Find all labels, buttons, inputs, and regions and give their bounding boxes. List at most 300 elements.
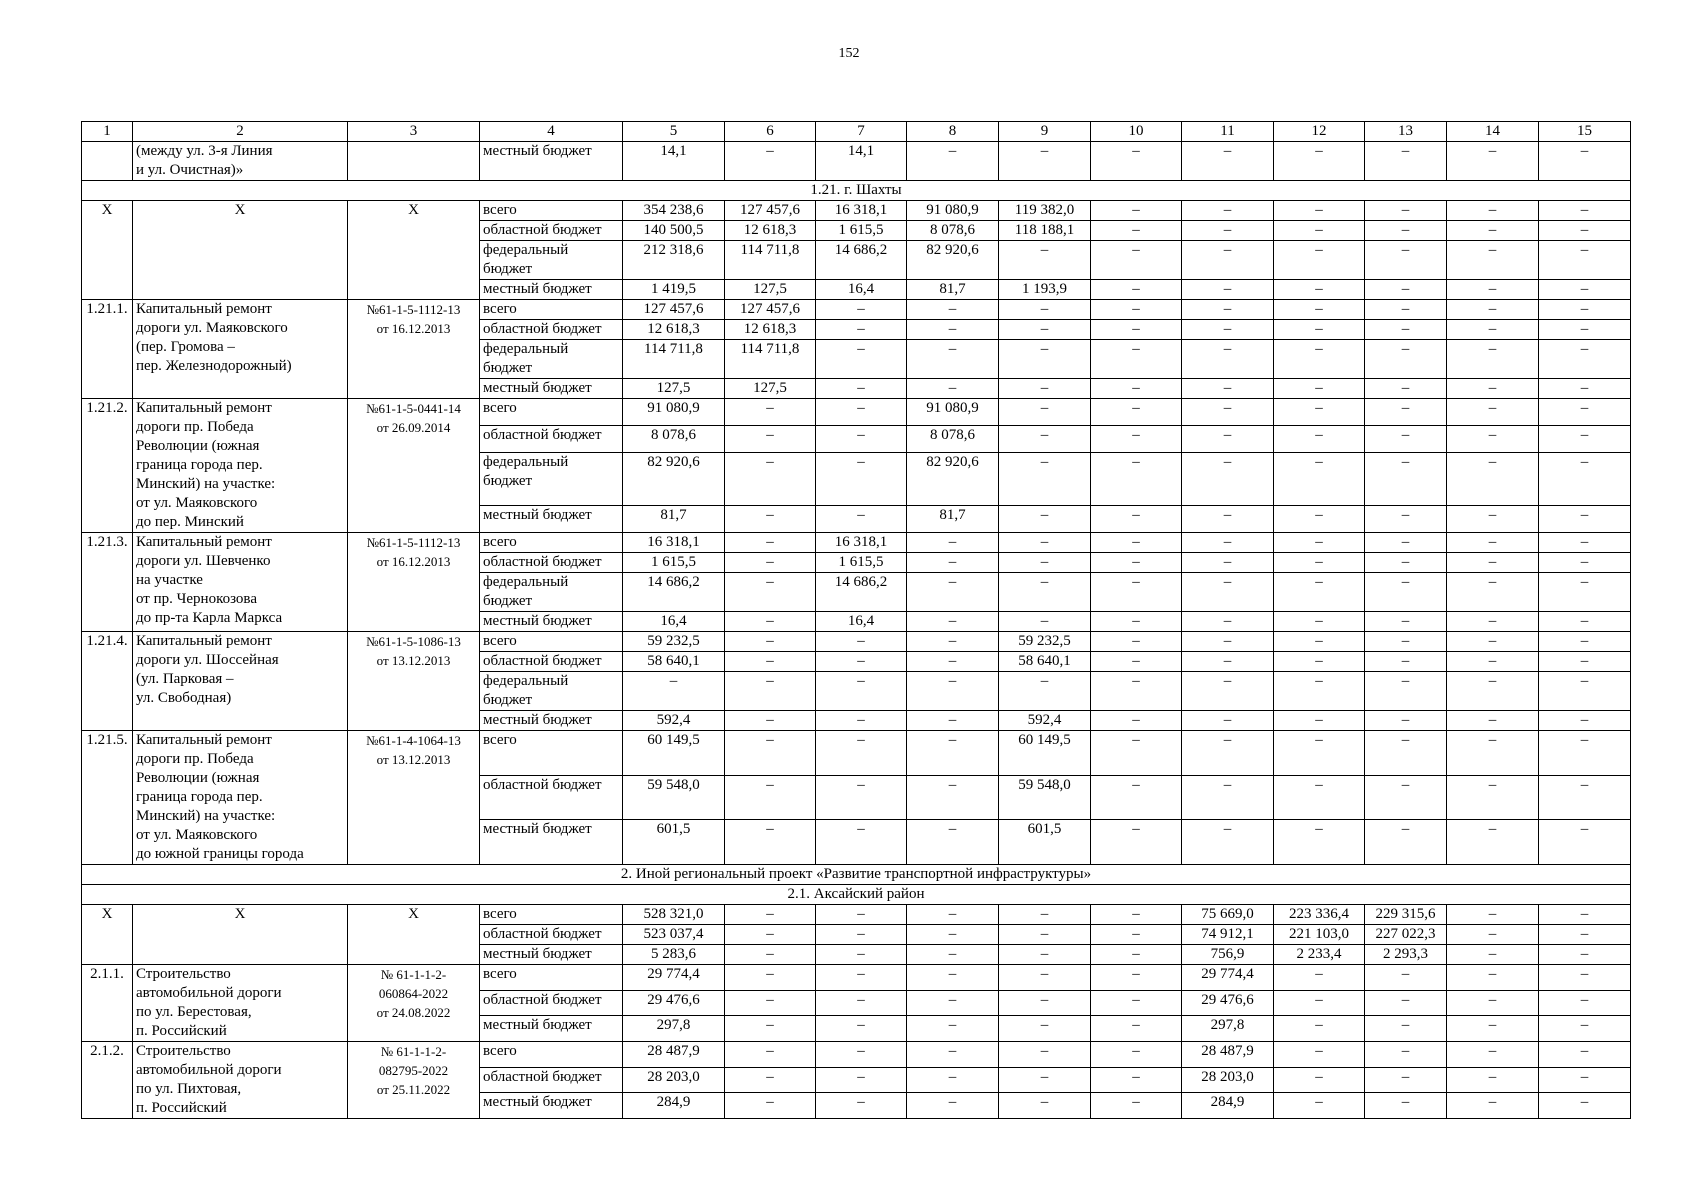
value-cell-col-8: –	[907, 553, 999, 573]
value-cell-col-10: –	[1091, 731, 1182, 776]
item-number-cell: 1.21.5.	[82, 731, 133, 865]
value-cell-col-8: –	[907, 652, 999, 672]
funding-source-cell: областной бюджет	[480, 426, 623, 453]
value-cell-col-10: –	[1091, 142, 1182, 181]
value-cell-col-6: –	[725, 820, 816, 865]
permit-number-cell: №61-1-5-0441-14 от 26.09.2014	[348, 399, 480, 533]
value-cell-col-15: –	[1539, 965, 1631, 991]
value-cell-col-7: –	[816, 731, 907, 776]
value-cell-col-5: 60 149,5	[623, 731, 725, 776]
header-row	[82, 122, 1631, 142]
value-cell-col-14: –	[1447, 945, 1539, 965]
value-cell-col-9: –	[999, 533, 1091, 553]
value-cell-col-8: –	[907, 1042, 999, 1068]
value-cell-col-12: –	[1274, 553, 1365, 573]
value-cell-col-5: 16 318,1	[623, 533, 725, 553]
value-cell-col-10: –	[1091, 453, 1182, 506]
value-cell-col-7: –	[816, 632, 907, 652]
item-number-cell: 2.1.1.	[82, 965, 133, 1042]
value-cell-col-11: –	[1182, 820, 1274, 865]
funding-source-cell: местный бюджет	[480, 1016, 623, 1042]
value-cell-col-5: 127,5	[623, 379, 725, 399]
value-cell-col-11: –	[1182, 652, 1274, 672]
value-cell-col-13: –	[1365, 711, 1447, 731]
value-cell-col-11: –	[1182, 632, 1274, 652]
value-cell-col-11: 297,8	[1182, 1016, 1274, 1042]
value-cell-col-13: –	[1365, 201, 1447, 221]
value-cell-col-15: –	[1539, 1093, 1631, 1119]
value-cell-col-13: –	[1365, 453, 1447, 506]
value-cell-col-13: –	[1365, 1016, 1447, 1042]
value-cell-col-10: –	[1091, 241, 1182, 280]
value-cell-col-6: –	[725, 1067, 816, 1093]
value-cell-col-11: –	[1182, 221, 1274, 241]
value-cell-col-15: –	[1539, 990, 1631, 1016]
value-cell-col-11: –	[1182, 775, 1274, 820]
value-cell-col-8: –	[907, 820, 999, 865]
value-cell-col-15: –	[1539, 632, 1631, 652]
value-cell-col-13: –	[1365, 533, 1447, 553]
value-cell-col-15: –	[1539, 241, 1631, 280]
table-row	[82, 1042, 1631, 1068]
value-cell-col-15: –	[1539, 612, 1631, 632]
header-cell-9: 9	[999, 122, 1091, 142]
value-cell-col-11: –	[1182, 505, 1274, 532]
value-cell-col-15: –	[1539, 300, 1631, 320]
value-cell-col-5: 91 080,9	[623, 399, 725, 426]
value-cell-col-10: –	[1091, 905, 1182, 925]
value-cell-col-15: –	[1539, 221, 1631, 241]
permit-number-cell: № 61-1-1-2- 082795-2022 от 25.11.2022	[348, 1042, 480, 1119]
value-cell-col-15: –	[1539, 905, 1631, 925]
value-cell-col-10: –	[1091, 320, 1182, 340]
table-row	[82, 632, 1631, 652]
funding-source-cell: областной бюджет	[480, 221, 623, 241]
value-cell-col-15: –	[1539, 280, 1631, 300]
value-cell-col-5: –	[623, 672, 725, 711]
value-cell-col-14: –	[1447, 340, 1539, 379]
header-cell-10: 10	[1091, 122, 1182, 142]
value-cell-col-10: –	[1091, 300, 1182, 320]
object-name-cell: Капитальный ремонт дороги пр. Победа Революции (южная граница города пер. Минский) на участке: от ул. Маяковского до южной границы города	[133, 731, 348, 865]
value-cell-col-5: 59 548,0	[623, 775, 725, 820]
header-cell-7: 7	[816, 122, 907, 142]
value-cell-col-10: –	[1091, 426, 1182, 453]
value-cell-col-6: –	[725, 672, 816, 711]
value-cell-col-11: –	[1182, 340, 1274, 379]
value-cell-col-13: –	[1365, 142, 1447, 181]
value-cell-col-7: –	[816, 379, 907, 399]
value-cell-col-11: –	[1182, 399, 1274, 426]
value-cell-col-6: –	[725, 711, 816, 731]
table-row	[82, 905, 1631, 925]
value-cell-col-7: –	[816, 453, 907, 506]
value-cell-col-5: 523 037,4	[623, 925, 725, 945]
value-cell-col-6: –	[725, 652, 816, 672]
value-cell-col-11: 74 912,1	[1182, 925, 1274, 945]
value-cell-col-12: –	[1274, 320, 1365, 340]
funding-source-cell: всего	[480, 731, 623, 776]
value-cell-col-6: –	[725, 553, 816, 573]
value-cell-col-14: –	[1447, 632, 1539, 652]
value-cell-col-13: –	[1365, 320, 1447, 340]
value-cell-col-13: –	[1365, 553, 1447, 573]
value-cell-col-5: 354 238,6	[623, 201, 725, 221]
value-cell-col-12: –	[1274, 241, 1365, 280]
value-cell-col-7: 16,4	[816, 280, 907, 300]
value-cell-col-9: –	[999, 426, 1091, 453]
value-cell-col-10: –	[1091, 553, 1182, 573]
value-cell-col-8: –	[907, 573, 999, 612]
value-cell-col-5: 297,8	[623, 1016, 725, 1042]
object-name-cell: Строительство автомобильной дороги по ул. Пихтовая, п. Российский	[133, 1042, 348, 1119]
section-title-aksai-district: 2.1. Аксайский район	[82, 885, 1631, 905]
value-cell-col-13: –	[1365, 632, 1447, 652]
table-row	[82, 533, 1631, 553]
funding-source-cell: всего	[480, 300, 623, 320]
value-cell-col-6: –	[725, 505, 816, 532]
budget-table	[81, 121, 1631, 1119]
value-cell-col-5: 58 640,1	[623, 652, 725, 672]
value-cell-col-5: 114 711,8	[623, 340, 725, 379]
value-cell-col-10: –	[1091, 711, 1182, 731]
value-cell-col-15: –	[1539, 533, 1631, 553]
permit-number-cell: №61-1-5-1112-13 от 16.12.2013	[348, 533, 480, 632]
value-cell-col-5: 127 457,6	[623, 300, 725, 320]
value-cell-col-9: 601,5	[999, 820, 1091, 865]
value-cell-col-15: –	[1539, 775, 1631, 820]
value-cell-col-10: –	[1091, 505, 1182, 532]
value-cell-col-15: –	[1539, 573, 1631, 612]
section-row	[82, 885, 1631, 905]
value-cell-col-12: –	[1274, 820, 1365, 865]
value-cell-col-7: –	[816, 505, 907, 532]
value-cell-col-5: 5 283,6	[623, 945, 725, 965]
value-cell-col-14: –	[1447, 453, 1539, 506]
value-cell-col-6: 12 618,3	[725, 221, 816, 241]
value-cell-col-15: –	[1539, 731, 1631, 776]
value-cell-col-12: 2 233,4	[1274, 945, 1365, 965]
header-cell-5: 5	[623, 122, 725, 142]
value-cell-col-8: –	[907, 945, 999, 965]
value-cell-col-9: –	[999, 553, 1091, 573]
value-cell-col-5: 8 078,6	[623, 426, 725, 453]
funding-source-cell: всего	[480, 905, 623, 925]
value-cell-col-14: –	[1447, 201, 1539, 221]
header-cell-11: 11	[1182, 122, 1274, 142]
value-cell-col-12: –	[1274, 731, 1365, 776]
header-cell-15: 15	[1539, 122, 1631, 142]
value-cell-col-15: –	[1539, 672, 1631, 711]
value-cell-col-14: –	[1447, 612, 1539, 632]
value-cell-col-9: –	[999, 1093, 1091, 1119]
value-cell-col-10: –	[1091, 612, 1182, 632]
value-cell-col-9: 58 640,1	[999, 652, 1091, 672]
value-cell-col-6: 127,5	[725, 280, 816, 300]
value-cell-col-8: –	[907, 320, 999, 340]
value-cell-col-15: –	[1539, 711, 1631, 731]
page-number: 152	[838, 46, 860, 61]
value-cell-col-9: –	[999, 505, 1091, 532]
funding-source-cell: всего	[480, 399, 623, 426]
value-cell-col-7: –	[816, 711, 907, 731]
value-cell-col-14: –	[1447, 280, 1539, 300]
header-cell-12: 12	[1274, 122, 1365, 142]
value-cell-col-6: 127 457,6	[725, 300, 816, 320]
funding-source-cell: местный бюджет	[480, 711, 623, 731]
value-cell-col-11: 284,9	[1182, 1093, 1274, 1119]
funding-source-cell: областной бюджет	[480, 320, 623, 340]
value-cell-col-11: 756,9	[1182, 945, 1274, 965]
value-cell-col-7: –	[816, 925, 907, 945]
value-cell-col-9: –	[999, 672, 1091, 711]
value-cell-col-12: –	[1274, 672, 1365, 711]
value-cell-col-14: –	[1447, 142, 1539, 181]
value-cell-col-12: –	[1274, 612, 1365, 632]
item-number-cell: 1.21.3.	[82, 533, 133, 632]
value-cell-col-15: –	[1539, 945, 1631, 965]
value-cell-col-8: –	[907, 711, 999, 731]
value-cell-col-9: –	[999, 320, 1091, 340]
item-number-cell: X	[82, 201, 133, 300]
value-cell-col-7: –	[816, 775, 907, 820]
value-cell-col-11: –	[1182, 453, 1274, 506]
value-cell-col-14: –	[1447, 925, 1539, 945]
value-cell-col-9: –	[999, 990, 1091, 1016]
value-cell-col-10: –	[1091, 672, 1182, 711]
value-cell-col-10: –	[1091, 652, 1182, 672]
funding-source-cell: областной бюджет	[480, 1067, 623, 1093]
value-cell-col-7: –	[816, 652, 907, 672]
value-cell-col-8: –	[907, 612, 999, 632]
object-name-cell: (между ул. 3-я Линия и ул. Очистная)»	[133, 142, 348, 181]
value-cell-col-9: 119 382,0	[999, 201, 1091, 221]
permit-number-cell: X	[348, 201, 480, 300]
value-cell-col-14: –	[1447, 221, 1539, 241]
value-cell-col-13: –	[1365, 1042, 1447, 1068]
value-cell-col-5: 528 321,0	[623, 905, 725, 925]
value-cell-col-12: –	[1274, 280, 1365, 300]
value-cell-col-15: –	[1539, 652, 1631, 672]
permit-number-cell: №61-1-4-1064-13 от 13.12.2013	[348, 731, 480, 865]
value-cell-col-13: –	[1365, 379, 1447, 399]
value-cell-col-8: 8 078,6	[907, 221, 999, 241]
value-cell-col-12: –	[1274, 1067, 1365, 1093]
value-cell-col-15: –	[1539, 426, 1631, 453]
object-name-cell: X	[133, 201, 348, 300]
value-cell-col-12: –	[1274, 775, 1365, 820]
value-cell-col-8: –	[907, 142, 999, 181]
value-cell-col-14: –	[1447, 533, 1539, 553]
value-cell-col-11: –	[1182, 300, 1274, 320]
header-cell-14: 14	[1447, 122, 1539, 142]
item-number-cell	[82, 142, 133, 181]
funding-source-cell: всего	[480, 965, 623, 991]
value-cell-col-10: –	[1091, 221, 1182, 241]
value-cell-col-8: –	[907, 905, 999, 925]
value-cell-col-7: 1 615,5	[816, 221, 907, 241]
value-cell-col-6: –	[725, 905, 816, 925]
value-cell-col-9: –	[999, 1042, 1091, 1068]
value-cell-col-10: –	[1091, 990, 1182, 1016]
value-cell-col-9: 1 193,9	[999, 280, 1091, 300]
value-cell-col-12: –	[1274, 340, 1365, 379]
value-cell-col-11: –	[1182, 426, 1274, 453]
value-cell-col-6: –	[725, 533, 816, 553]
value-cell-col-10: –	[1091, 1016, 1182, 1042]
value-cell-col-8: –	[907, 990, 999, 1016]
value-cell-col-11: –	[1182, 201, 1274, 221]
value-cell-col-6: –	[725, 612, 816, 632]
value-cell-col-9: –	[999, 241, 1091, 280]
value-cell-col-13: –	[1365, 221, 1447, 241]
value-cell-col-13: –	[1365, 573, 1447, 612]
value-cell-col-9: –	[999, 379, 1091, 399]
value-cell-col-14: –	[1447, 573, 1539, 612]
value-cell-col-6: –	[725, 142, 816, 181]
funding-source-cell: местный бюджет	[480, 945, 623, 965]
value-cell-col-12: –	[1274, 990, 1365, 1016]
table-row	[82, 142, 1631, 181]
value-cell-col-6: 114 711,8	[725, 241, 816, 280]
permit-number-cell	[348, 142, 480, 181]
value-cell-col-9: –	[999, 965, 1091, 991]
value-cell-col-11: –	[1182, 379, 1274, 399]
header-cell-1: 1	[82, 122, 133, 142]
value-cell-col-13: –	[1365, 1067, 1447, 1093]
value-cell-col-7: –	[816, 990, 907, 1016]
value-cell-col-11: 29 476,6	[1182, 990, 1274, 1016]
funding-source-cell: областной бюджет	[480, 990, 623, 1016]
funding-source-cell: областной бюджет	[480, 775, 623, 820]
value-cell-col-7: 1 615,5	[816, 553, 907, 573]
funding-source-cell: местный бюджет	[480, 142, 623, 181]
value-cell-col-8: 82 920,6	[907, 453, 999, 506]
value-cell-col-12: –	[1274, 505, 1365, 532]
object-name-cell: Капитальный ремонт дороги пр. Победа Революции (южная граница города пер. Минский) на участке: от ул. Маяковского до пер. Минский	[133, 399, 348, 533]
value-cell-col-8: 82 920,6	[907, 241, 999, 280]
value-cell-col-14: –	[1447, 241, 1539, 280]
value-cell-col-15: –	[1539, 925, 1631, 945]
value-cell-col-14: –	[1447, 505, 1539, 532]
object-name-cell: Капитальный ремонт дороги ул. Шоссейная (ул. Парковая – ул. Свободная)	[133, 632, 348, 731]
table-row	[82, 731, 1631, 776]
value-cell-col-6: –	[725, 945, 816, 965]
value-cell-col-12: –	[1274, 221, 1365, 241]
value-cell-col-8: –	[907, 1093, 999, 1119]
value-cell-col-9: –	[999, 142, 1091, 181]
section-row	[82, 181, 1631, 201]
value-cell-col-15: –	[1539, 142, 1631, 181]
value-cell-col-11: –	[1182, 573, 1274, 612]
value-cell-col-7: –	[816, 320, 907, 340]
value-cell-col-13: –	[1365, 820, 1447, 865]
value-cell-col-10: –	[1091, 1067, 1182, 1093]
value-cell-col-8: –	[907, 965, 999, 991]
value-cell-col-12: –	[1274, 965, 1365, 991]
value-cell-col-12: –	[1274, 399, 1365, 426]
value-cell-col-15: –	[1539, 553, 1631, 573]
value-cell-col-10: –	[1091, 573, 1182, 612]
funding-source-cell: областной бюджет	[480, 652, 623, 672]
value-cell-col-7: 16,4	[816, 612, 907, 632]
value-cell-col-9: 118 188,1	[999, 221, 1091, 241]
value-cell-col-14: –	[1447, 379, 1539, 399]
value-cell-col-8: 8 078,6	[907, 426, 999, 453]
funding-source-cell: всего	[480, 632, 623, 652]
value-cell-col-5: 82 920,6	[623, 453, 725, 506]
value-cell-col-13: –	[1365, 731, 1447, 776]
value-cell-col-5: 29 476,6	[623, 990, 725, 1016]
value-cell-col-8: 81,7	[907, 280, 999, 300]
value-cell-col-8: –	[907, 1067, 999, 1093]
header-cell-6: 6	[725, 122, 816, 142]
value-cell-col-9: 59 232,5	[999, 632, 1091, 652]
object-name-cell: X	[133, 905, 348, 965]
value-cell-col-5: 29 774,4	[623, 965, 725, 991]
value-cell-col-7: –	[816, 340, 907, 379]
value-cell-col-15: –	[1539, 399, 1631, 426]
value-cell-col-9: 60 149,5	[999, 731, 1091, 776]
value-cell-col-11: –	[1182, 241, 1274, 280]
value-cell-col-12: –	[1274, 300, 1365, 320]
permit-number-cell: X	[348, 905, 480, 965]
value-cell-col-8: –	[907, 672, 999, 711]
value-cell-col-14: –	[1447, 652, 1539, 672]
value-cell-col-5: 1 615,5	[623, 553, 725, 573]
funding-source-cell: всего	[480, 1042, 623, 1068]
value-cell-col-10: –	[1091, 945, 1182, 965]
value-cell-col-14: –	[1447, 965, 1539, 991]
value-cell-col-12: –	[1274, 1042, 1365, 1068]
value-cell-col-13: –	[1365, 340, 1447, 379]
value-cell-col-10: –	[1091, 379, 1182, 399]
value-cell-col-8: –	[907, 731, 999, 776]
value-cell-col-10: –	[1091, 965, 1182, 991]
value-cell-col-15: –	[1539, 340, 1631, 379]
permit-number-cell: №61-1-5-1112-13 от 16.12.2013	[348, 300, 480, 399]
header-cell-3: 3	[348, 122, 480, 142]
funding-source-cell: местный бюджет	[480, 820, 623, 865]
value-cell-col-5: 601,5	[623, 820, 725, 865]
value-cell-col-8: –	[907, 379, 999, 399]
value-cell-col-7: –	[816, 1042, 907, 1068]
funding-source-cell: федеральный бюджет	[480, 453, 623, 506]
value-cell-col-7: –	[816, 965, 907, 991]
value-cell-col-11: 28 203,0	[1182, 1067, 1274, 1093]
value-cell-col-10: –	[1091, 820, 1182, 865]
value-cell-col-11: 75 669,0	[1182, 905, 1274, 925]
value-cell-col-15: –	[1539, 320, 1631, 340]
value-cell-col-6: –	[725, 1042, 816, 1068]
value-cell-col-13: –	[1365, 399, 1447, 426]
item-number-cell: 1.21.4.	[82, 632, 133, 731]
value-cell-col-8: –	[907, 533, 999, 553]
value-cell-col-7: –	[816, 905, 907, 925]
funding-source-cell: областной бюджет	[480, 925, 623, 945]
value-cell-col-6: –	[725, 453, 816, 506]
value-cell-col-7: 14 686,2	[816, 241, 907, 280]
value-cell-col-7: –	[816, 1016, 907, 1042]
value-cell-col-7: 16 318,1	[816, 533, 907, 553]
value-cell-col-13: –	[1365, 280, 1447, 300]
value-cell-col-5: 59 232,5	[623, 632, 725, 652]
value-cell-col-9: –	[999, 300, 1091, 320]
value-cell-col-10: –	[1091, 632, 1182, 652]
value-cell-col-15: –	[1539, 1042, 1631, 1068]
value-cell-col-13: –	[1365, 612, 1447, 632]
value-cell-col-13: 2 293,3	[1365, 945, 1447, 965]
